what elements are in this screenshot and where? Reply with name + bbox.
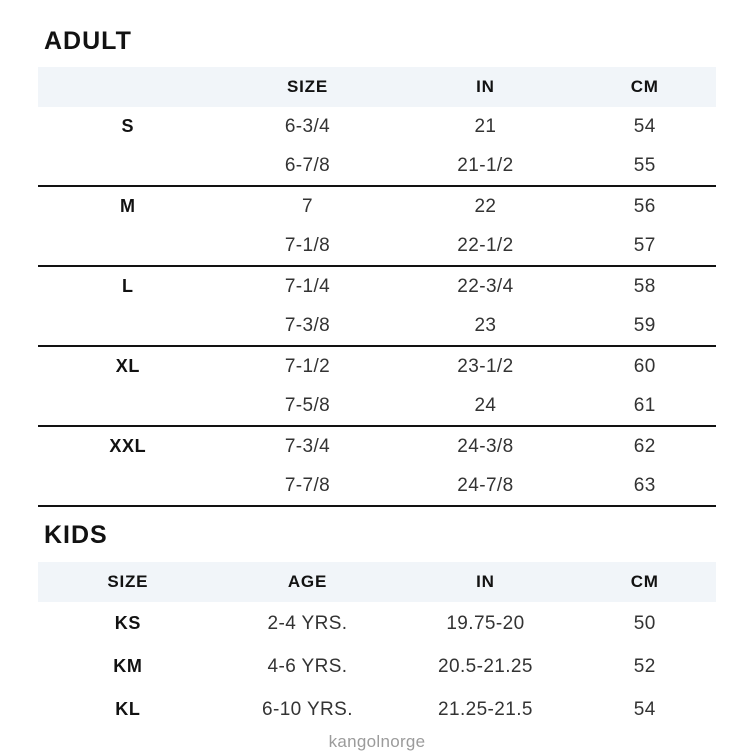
cm-value: 54 <box>633 698 656 720</box>
table-row <box>38 187 716 226</box>
adult-header-in: IN <box>476 77 495 96</box>
size-value: 7-1/8 <box>284 234 331 256</box>
cm-value: 56 <box>633 195 656 217</box>
cm-value: 62 <box>633 435 656 457</box>
kids-header-age: AGE <box>287 572 328 591</box>
size-label: KM <box>113 656 143 676</box>
size-label: XXL <box>109 436 147 456</box>
size-value: 7-7/8 <box>284 474 331 496</box>
size-label: KL <box>115 699 141 719</box>
size-label: L <box>122 276 134 296</box>
cm-value: 55 <box>633 154 656 176</box>
age-value: 2-4 YRS. <box>267 612 348 634</box>
cm-value: 50 <box>633 612 656 634</box>
cm-value: 54 <box>633 115 656 137</box>
in-value: 24-3/8 <box>457 435 514 457</box>
kids-size-table <box>38 562 716 731</box>
age-value: 4-6 YRS. <box>267 655 348 677</box>
table-row <box>38 107 716 146</box>
adult-header-size: SIZE <box>286 77 328 96</box>
table-row <box>38 267 716 306</box>
adult-group-xl <box>38 347 716 427</box>
adult-group-xxl <box>38 427 716 507</box>
in-value: 22-1/2 <box>457 234 514 256</box>
size-value: 7-5/8 <box>284 394 331 416</box>
adult-group-l <box>38 267 716 347</box>
in-value: 24-7/8 <box>457 474 514 496</box>
cm-value: 59 <box>633 314 656 336</box>
size-label: S <box>121 116 135 136</box>
age-value: 6-10 YRS. <box>262 698 353 720</box>
size-label: KS <box>114 613 141 633</box>
size-label: XL <box>115 356 140 376</box>
in-value: 21.25-21.5 <box>438 698 533 720</box>
cm-value: 52 <box>633 655 656 677</box>
adult-group-m <box>38 187 716 267</box>
size-value: 7-1/4 <box>284 275 331 297</box>
size-value: 6-7/8 <box>284 154 331 176</box>
size-value: 7-3/8 <box>284 314 331 336</box>
footer-brand: kangolnorge <box>328 732 426 751</box>
size-label: M <box>120 196 136 216</box>
table-row <box>38 146 716 185</box>
cm-value: 60 <box>633 355 656 377</box>
size-value: 6-3/4 <box>284 115 331 137</box>
size-value: 7-3/4 <box>284 435 331 457</box>
cm-value: 57 <box>633 234 656 256</box>
size-value: 7-1/2 <box>284 355 331 377</box>
adult-group-s <box>38 107 716 187</box>
table-row <box>38 645 716 688</box>
in-value: 20.5-21.25 <box>438 655 533 677</box>
in-value: 23-1/2 <box>457 355 514 377</box>
table-row <box>38 427 716 466</box>
in-value: 19.75-20 <box>446 612 525 634</box>
table-row <box>38 466 716 505</box>
kids-header-size: SIZE <box>107 572 149 591</box>
size-value: 7 <box>302 195 313 217</box>
kids-table-header-row <box>38 562 716 602</box>
adult-section-title: ADULT <box>44 27 132 55</box>
cm-value: 63 <box>633 474 656 496</box>
in-value: 21-1/2 <box>457 154 514 176</box>
in-value: 21 <box>474 115 497 137</box>
in-value: 22-3/4 <box>457 275 514 297</box>
table-row <box>38 688 716 731</box>
table-row <box>38 347 716 386</box>
in-value: 22 <box>474 195 497 217</box>
in-value: 23 <box>474 314 497 336</box>
kids-section-title: KIDS <box>44 521 108 549</box>
kids-header-in: IN <box>476 572 495 591</box>
table-row <box>38 306 716 345</box>
cm-value: 58 <box>633 275 656 297</box>
adult-table-header-row <box>38 67 716 107</box>
adult-header-cm: CM <box>630 77 659 96</box>
cm-value: 61 <box>633 394 656 416</box>
table-row <box>38 602 716 645</box>
table-row <box>38 226 716 265</box>
in-value: 24 <box>474 394 497 416</box>
adult-size-table <box>38 67 716 507</box>
table-row <box>38 386 716 425</box>
kids-header-cm: CM <box>630 572 659 591</box>
